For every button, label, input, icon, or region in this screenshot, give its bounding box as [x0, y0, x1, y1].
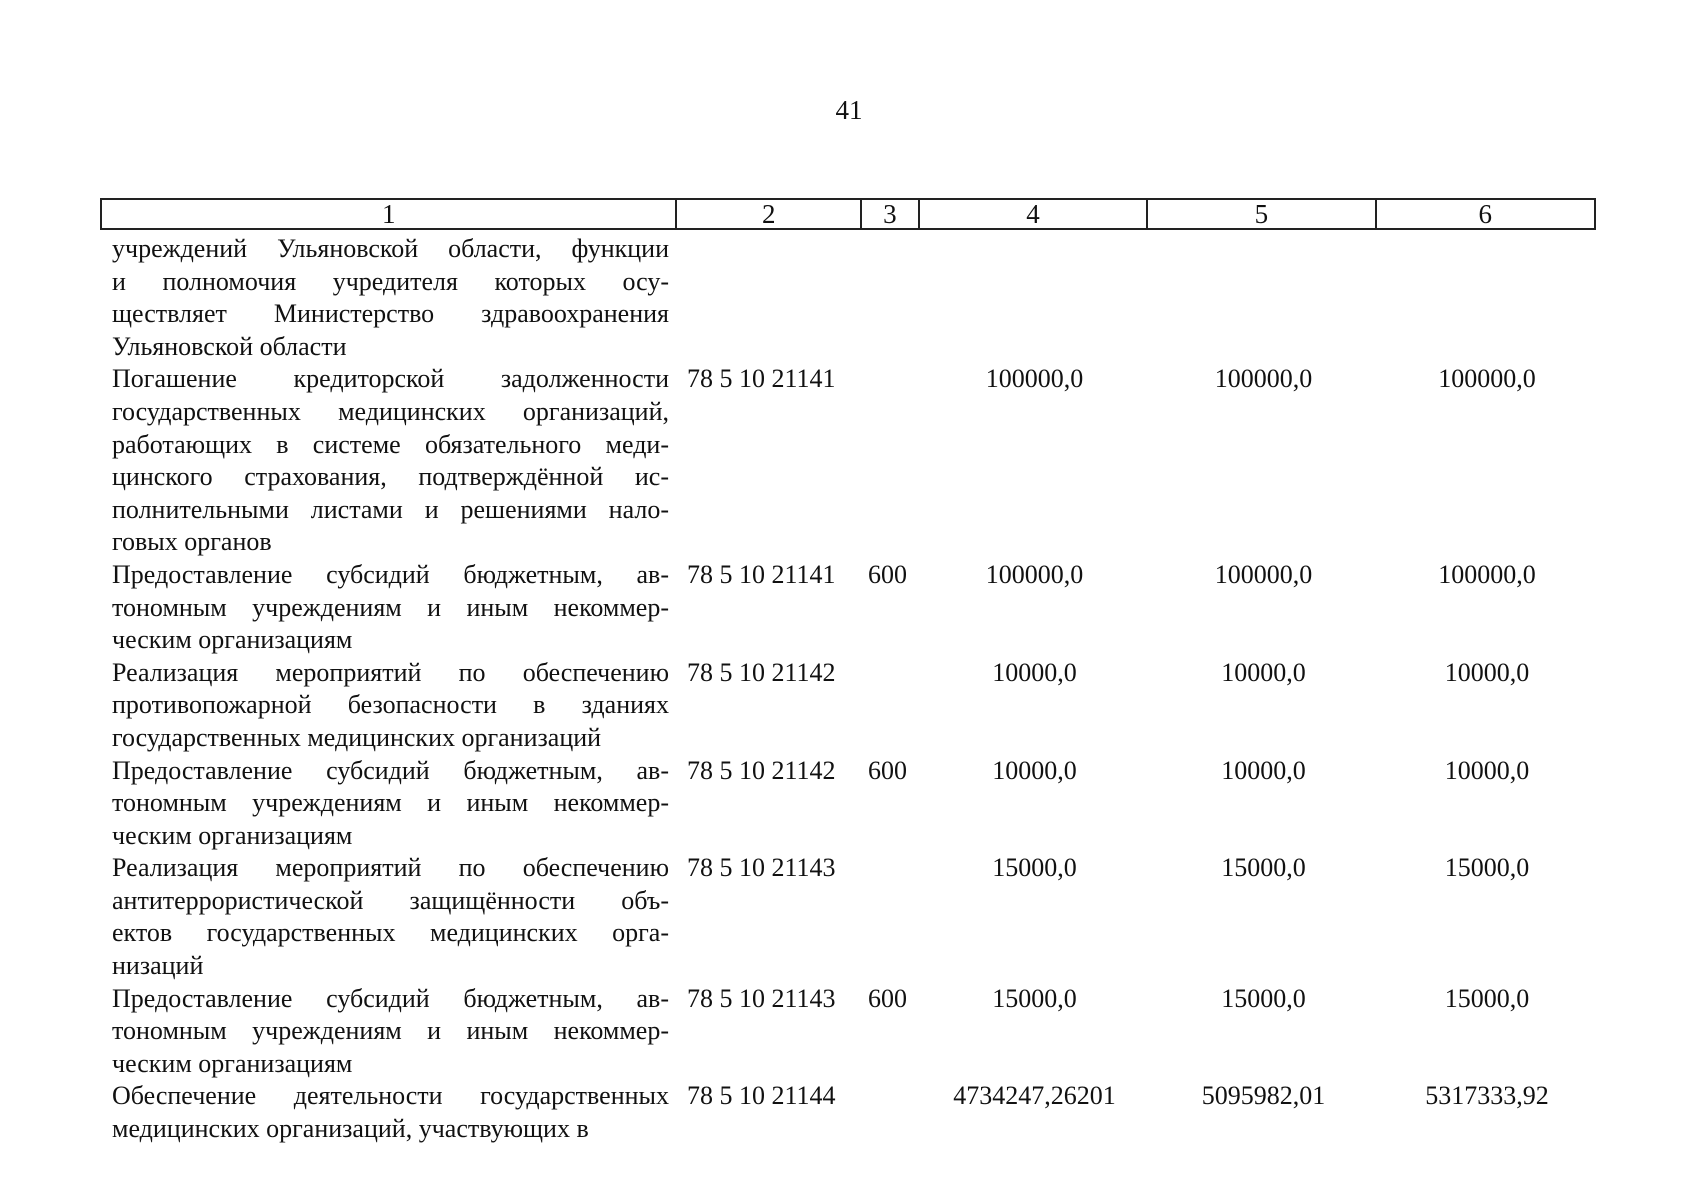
description-line: Предоставление субсидий бюджетным, ав-: [112, 755, 669, 785]
table-row: [100, 657, 1596, 755]
column-header-1: 1: [102, 200, 677, 228]
row-value-col6: 15000,0: [1444, 853, 1530, 883]
description-line: ческим организациям: [112, 1048, 353, 1078]
description-line: тономным учреждениям и иным некоммер-: [112, 788, 669, 818]
table-body: [100, 233, 1596, 1146]
description-line: противопожарной безопасности в зданиях: [112, 690, 669, 720]
description-line: Реализация мероприятий по обеспечению: [112, 853, 669, 883]
description-line: полнительными листами и решениями нало-: [112, 494, 669, 524]
row-value-col6: 10000,0: [1444, 755, 1530, 785]
row-expense-type: 600: [868, 983, 907, 1013]
table-header-row: [100, 198, 1596, 230]
description-line: учреждений Ульяновской области, функции: [112, 234, 669, 263]
description-line: ектов государственных медицинских орга-: [112, 918, 669, 948]
description-line: ществляет Министерство здравоохранения: [112, 299, 669, 329]
table-row: [100, 983, 1596, 1081]
row-value-col6: 100000,0: [1438, 559, 1536, 589]
row-value-col4: 15000,0: [992, 853, 1077, 883]
table-row: [100, 363, 1596, 559]
description-line: цинского страхования, подтверждённой ис-: [112, 462, 669, 492]
row-value-col5: 10000,0: [1221, 755, 1306, 785]
table-row: [100, 755, 1596, 853]
row-value-col4: 10000,0: [992, 657, 1077, 687]
description-line: антитеррористической защищённости объ-: [112, 885, 669, 915]
description-line: Предоставление субсидий бюджетным, ав-: [112, 983, 669, 1013]
page-number: 41: [835, 95, 863, 125]
row-value-col4: 15000,0: [992, 983, 1077, 1013]
description-line: Предоставление субсидий бюджетным, ав-: [112, 559, 669, 589]
description-line: Реализация мероприятий по обеспечению: [112, 657, 669, 687]
description-line: Погашение кредиторской задолженности: [112, 364, 669, 394]
row-code: 78 5 10 21143: [687, 853, 836, 883]
row-expense-type: 600: [868, 559, 907, 589]
column-header-3: 3: [862, 200, 920, 228]
column-header-2: 2: [677, 200, 862, 228]
row-description: [100, 983, 677, 1081]
row-code: 78 5 10 21144: [687, 1081, 836, 1111]
row-description: [100, 233, 677, 363]
column-header-6: 6: [1478, 199, 1493, 229]
table-row: [100, 1080, 1596, 1145]
row-value-col4: 4734247,26201: [953, 1081, 1116, 1111]
row-code: 78 5 10 21141: [687, 559, 836, 589]
row-code: 78 5 10 21143: [687, 983, 836, 1013]
description-line: низаций: [112, 951, 204, 981]
row-value-col5: 100000,0: [1214, 559, 1313, 589]
row-description: [100, 852, 677, 982]
row-value-col6: 100000,0: [1438, 364, 1536, 394]
description-line: ческим организациям: [112, 820, 353, 850]
row-description: [100, 755, 677, 853]
description-line: медицинских организаций, участвующих в: [112, 1114, 589, 1144]
description-line: говых органов: [112, 527, 272, 557]
row-value-col6: 15000,0: [1444, 983, 1530, 1013]
table-row: [100, 852, 1596, 982]
table-row: [100, 559, 1596, 657]
row-value-col5: 15000,0: [1221, 853, 1306, 883]
description-line: ческим организациям: [112, 625, 353, 655]
row-value-col5: 5095982,01: [1201, 1081, 1326, 1111]
row-description: [100, 1080, 677, 1145]
description-line: Обеспечение деятельности государственных: [112, 1081, 669, 1111]
table-row: [100, 233, 1596, 363]
description-line: государственных медицинских организаций,: [112, 396, 669, 426]
row-value-col4: 10000,0: [992, 755, 1077, 785]
description-line: работающих в системе обязательного меди-: [112, 429, 669, 459]
row-value-col5: 10000,0: [1221, 657, 1306, 687]
description-line: тономным учреждениям и иным некоммер-: [112, 592, 669, 622]
row-description: [100, 559, 677, 657]
column-header-5: 5: [1148, 200, 1376, 228]
row-description: [100, 657, 677, 755]
row-expense-type: 600: [868, 755, 907, 785]
row-value-col4: 100000,0: [985, 364, 1084, 394]
row-description: [100, 363, 677, 559]
row-value-col5: 100000,0: [1214, 364, 1313, 394]
column-header-4: 4: [920, 200, 1148, 228]
description-line: и полномочия учредителя которых осу-: [112, 266, 669, 296]
row-code: 78 5 10 21142: [687, 657, 836, 687]
description-line: государственных медицинских организаций: [112, 722, 602, 752]
row-code: 78 5 10 21141: [687, 364, 836, 394]
row-value-col4: 100000,0: [985, 559, 1084, 589]
row-value-col5: 15000,0: [1221, 983, 1306, 1013]
row-value-col6: 10000,0: [1444, 657, 1530, 687]
description-line: тономным учреждениям и иным некоммер-: [112, 1016, 669, 1046]
description-line: Ульяновской области: [112, 331, 347, 361]
row-code: 78 5 10 21142: [687, 755, 836, 785]
row-value-col6: 5317333,92: [1425, 1081, 1549, 1111]
